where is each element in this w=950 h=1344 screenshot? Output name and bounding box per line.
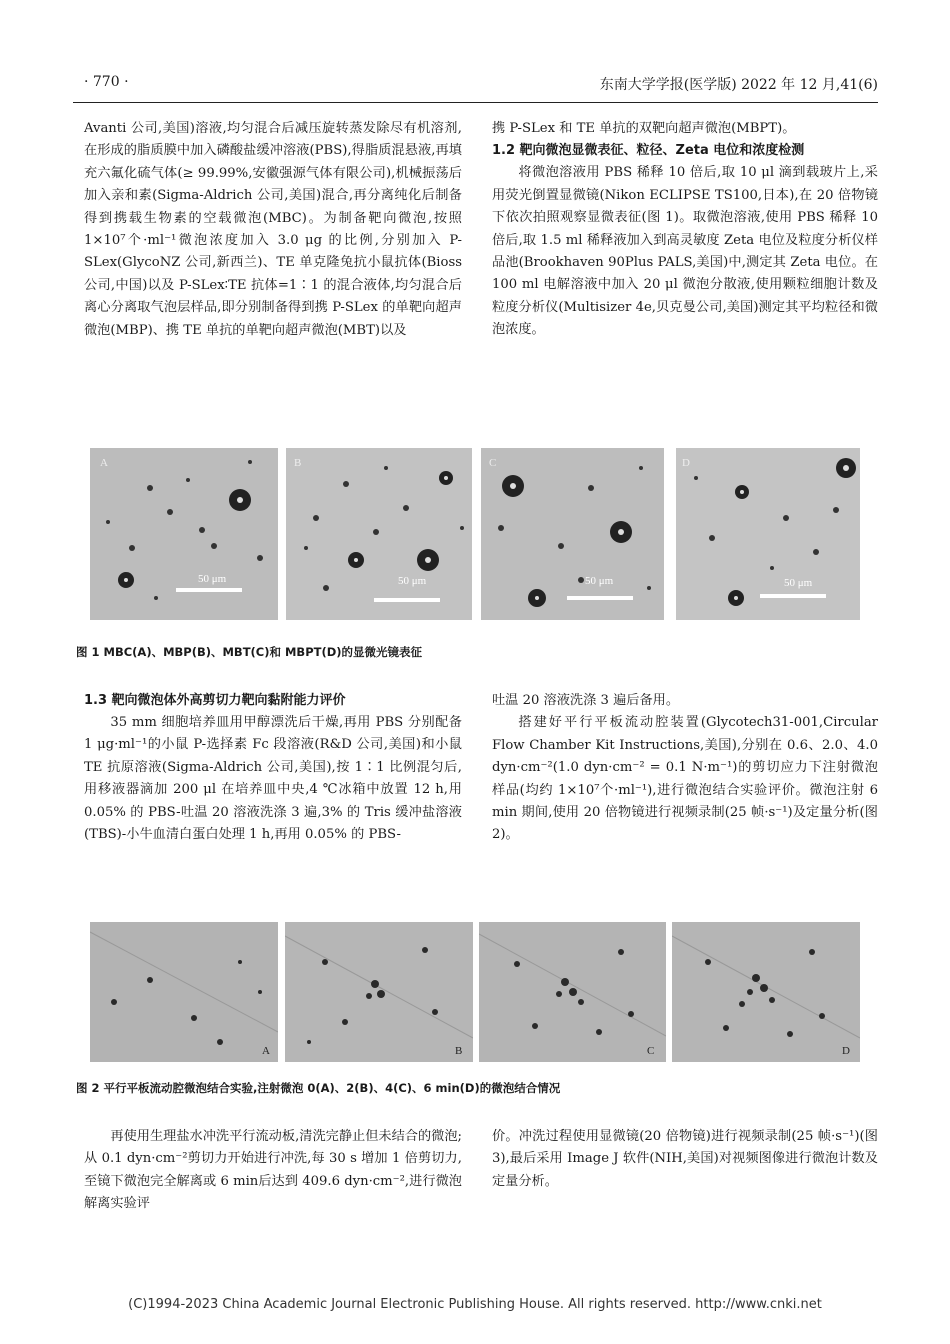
- figure1-panel-c: [481, 448, 664, 620]
- paragraph-continuation: 吐温 20 溶液洗涤 3 遍后备用。: [492, 693, 680, 708]
- panel-label: D: [682, 457, 690, 469]
- paragraph: 再使用生理盐水冲洗平行流动板,清洗完静止但未结合的微泡;从 0.1 dyn·cm⁻²剪切力开始进行冲洗,每 30 s 增加 1 倍剪切力,至镜下微泡完全解离或 6 min后达到 409.6 dyn·cm⁻²,进行微泡解离实验评: [84, 1129, 462, 1212]
- figure1-panel-b: [286, 448, 472, 620]
- copyright-footer: (C)1994-2023 China Academic Journal Electronic Publishing House. All rights reserved. http://www.cnki.net: [128, 1297, 822, 1312]
- section-title-1-3: 1.3 靶向微泡体外高剪切力靶向黏附能力评价: [84, 693, 346, 708]
- left-column-top: [84, 118, 462, 342]
- figure1-panel-a: [90, 448, 278, 620]
- journal-header: 东南大学学报(医学版) 2022 年 12 月,41(6): [599, 77, 878, 93]
- panel-label: A: [100, 457, 108, 469]
- micrograph-image: [676, 448, 860, 620]
- scale-bar-label: 50 μm: [398, 575, 427, 587]
- micrograph-image: [90, 448, 278, 620]
- figure2-panel-c: [479, 922, 666, 1062]
- paragraph: 价。冲洗过程使用显微镜(20 倍物镜)进行视频录制(25 帧·s⁻¹)(图 3),最后采用 Image J 软件(NIH,美国)对视频图像进行微泡计数及定量分析。: [492, 1129, 878, 1189]
- paragraph: 将微泡溶液用 PBS 稀释 10 倍后,取 10 μl 滴到载玻片上,采用荧光倒置显微镜(Nikon ECLIPSE TS100,日本),在 20 倍物镜下依次拍照观察显微表征(图 1)。取微泡溶液,使用 PBS 稀释 10 倍后,取 1.5 ml 稀释液加入到高灵敏度 Zeta 电位及粒度分析仪样品池(Brookhaven 90Plus PALS,美国)中,测定其 Zeta 电位。在 100 ml 电解溶液中加入 20 μl 微泡分散液,使用颗粒细胞计数及粒度分析仪(Multisizer 4e,贝克曼公司,美国)测定其平均粒径和微泡浓度。: [492, 165, 878, 338]
- paragraph-continuation: 携 P-SLex 和 TE 单抗的双靶向超声微泡(MBPT)。: [492, 121, 796, 136]
- figure2-caption: 图 2 平行平板流动腔微泡结合实验,注射微泡 0(A)、2(B)、4(C)、6 min(D)的微泡结合情况: [76, 1081, 561, 1095]
- header-rule: [73, 102, 878, 103]
- figure2-panel-d: [672, 922, 860, 1062]
- figure2-panel-a: [90, 922, 278, 1062]
- figure1-caption: 图 1 MBC(A)、MBP(B)、MBT(C)和 MBPT(D)的显微光镜表征: [76, 645, 423, 659]
- scale-bar-label: 50 μm: [198, 573, 227, 585]
- right-column-bottom: [492, 1126, 878, 1193]
- micrograph-image: [286, 448, 472, 620]
- micrograph-image: [285, 922, 473, 1062]
- micrograph-image: [90, 922, 278, 1062]
- panel-label: C: [647, 1045, 655, 1057]
- panel-label: D: [842, 1045, 850, 1057]
- micrograph-image: [481, 448, 664, 620]
- panel-label: C: [489, 457, 497, 469]
- scale-bar-label: 50 μm: [784, 577, 813, 589]
- left-column-mid: [84, 690, 462, 846]
- left-column-bottom: [84, 1126, 462, 1216]
- panel-label: B: [455, 1045, 463, 1057]
- figure1-panel-d: [676, 448, 860, 620]
- panel-label: A: [262, 1045, 270, 1057]
- right-column-mid: [492, 690, 878, 847]
- micrograph-image: [672, 922, 860, 1062]
- section-title-1-2: 1.2 靶向微泡显微表征、粒径、Zeta 电位和浓度检测: [492, 143, 805, 159]
- right-column-top: [492, 118, 878, 342]
- figure2-panel-b: [285, 922, 473, 1062]
- page-number: · 770 ·: [84, 74, 129, 90]
- panel-label: B: [294, 457, 302, 469]
- paragraph: 35 mm 细胞培养皿用甲醇漂洗后干燥,再用 PBS 分别配备 1 μg·ml⁻¹的小鼠 P-选择素 Fc 段溶液(R&D 公司,美国)和小鼠 TE 抗原溶液(Sigma-Aldrich 公司,美国),按 1∶1 比例混匀后,用移液器滴加 200 μl 在培养皿中央,4 ℃冰箱中放置 12 h,用 0.05% 的 PBS-吐温 20 溶液洗涤 3 遍,3% 的 Tris 缓冲盐溶液(TBS)-小牛血清白蛋白处理 1 h,再用 0.05% 的 PBS-: [84, 715, 462, 843]
- paragraph: Avanti 公司,美国)溶液,均匀混合后减压旋转蒸发除尽有机溶剂,在形成的脂质膜中加入磷酸盐缓冲溶液(PBS),得脂质混悬液,再填充六氟化硫气体(≥ 99.99%,安徽强源气体有限公司),机械振荡后加入亲和素(Sigma-Aldrich 公司,美国)混合,再分离纯化后制备得到携载生物素的空载微泡(MBC)。为制备靶向微泡,按照 1×10⁷个·ml⁻¹微泡浓度加入 3.0 μg 的比例,分别加入 P-SLex(GlycoNZ 公司,新西兰)、TE 单克隆兔抗小鼠抗体(Bioss 公司,中国)以及 P-SLex∶TE 抗体=1∶1 的混合液体,均匀混合后离心分离取气泡层样品,即分别制备得到携 P-SLex 的单靶向超声微泡(MBP)、携 TE 单抗的单靶向超声微泡(MBT)以及: [84, 121, 462, 338]
- micrograph-image: [479, 922, 666, 1062]
- paragraph: 搭建好平行平板流动腔装置(Glycotech31-001,Circular Flow Chamber Kit Instructions,美国),分别在 0.6、2.0、4.0 dyn·cm⁻²(1.0 dyn·cm⁻² = 0.1 N·m⁻¹)的剪切应力下注射微泡样品(均约 1×10⁷个·ml⁻¹),进行微泡结合实验评价。微泡注射 6 min 期间,使用 20 倍物镜进行视频录制(25 帧·s⁻¹)及定量分析(图 2)。: [492, 715, 878, 843]
- scale-bar-label: 50 μm: [585, 575, 614, 587]
